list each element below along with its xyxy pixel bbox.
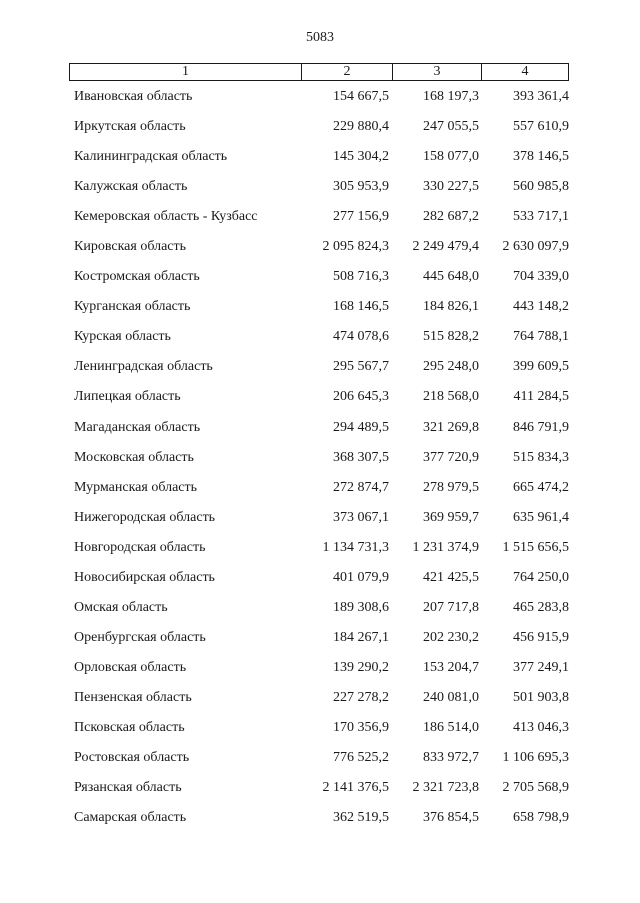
header-col-2: 2: [301, 64, 392, 80]
table-row: [0, 176, 640, 206]
value-col-2-cell: 2 095 824,3: [322, 239, 389, 255]
value-col-3-cell: 321 269,8: [423, 419, 479, 435]
table-header: [69, 63, 569, 81]
value-col-4-cell: 665 474,2: [513, 479, 569, 495]
value-col-3-cell: 2 321 723,8: [412, 780, 479, 796]
table-row: [0, 567, 640, 597]
value-col-2-cell: 373 067,1: [333, 509, 389, 525]
region-name-cell: Орловская область: [74, 659, 187, 675]
region-name-cell: Новосибирская область: [74, 569, 215, 585]
value-col-3-cell: 445 648,0: [423, 269, 479, 285]
value-col-4-cell: 515 834,3: [513, 449, 569, 465]
table-row: [0, 477, 640, 507]
value-col-2-cell: 508 716,3: [333, 269, 389, 285]
value-col-4-cell: 377 249,1: [513, 659, 569, 675]
value-col-2-cell: 305 953,9: [333, 179, 389, 195]
value-col-3-cell: 278 979,5: [423, 479, 479, 495]
value-col-2-cell: 277 156,9: [333, 209, 389, 225]
value-col-4-cell: 560 985,8: [513, 179, 569, 195]
value-col-2-cell: 139 290,2: [333, 659, 389, 675]
value-col-2-cell: 189 308,6: [333, 599, 389, 615]
value-col-3-cell: 158 077,0: [423, 149, 479, 165]
region-name-cell: Калужская область: [74, 179, 188, 195]
value-col-3-cell: 377 720,9: [423, 449, 479, 465]
table-row: [0, 447, 640, 477]
region-name-cell: Омская область: [74, 599, 168, 615]
header-col-4: 4: [481, 64, 568, 80]
value-col-4-cell: 1 515 656,5: [502, 539, 569, 555]
region-name-cell: Ленинградская область: [74, 359, 213, 375]
region-name-cell: Калининградская область: [74, 149, 228, 165]
table-row: [0, 627, 640, 657]
table-row: [0, 326, 640, 356]
value-col-2-cell: 295 567,7: [333, 359, 389, 375]
region-name-cell: Кировская область: [74, 239, 187, 255]
value-col-4-cell: 443 148,2: [513, 299, 569, 315]
header-col-1: 1: [182, 64, 189, 79]
value-col-3-cell: 207 717,8: [423, 599, 479, 615]
value-col-2-cell: 2 141 376,5: [322, 780, 389, 796]
page-number: 5083: [306, 30, 334, 45]
value-col-3-cell: 282 687,2: [423, 209, 479, 225]
value-col-3-cell: 202 230,2: [423, 629, 479, 645]
value-col-2-cell: 227 278,2: [333, 689, 389, 705]
table-row: [0, 296, 640, 326]
value-col-2-cell: 168 146,5: [333, 299, 389, 315]
value-col-4-cell: 378 146,5: [513, 149, 569, 165]
table-body: [0, 86, 640, 837]
value-col-3-cell: 369 959,7: [423, 509, 479, 525]
region-name-cell: Магаданская область: [74, 419, 201, 435]
value-col-4-cell: 764 788,1: [513, 329, 569, 345]
value-col-4-cell: 658 798,9: [513, 810, 569, 826]
value-col-2-cell: 229 880,4: [333, 119, 389, 135]
table-row: [0, 777, 640, 807]
value-col-4-cell: 456 915,9: [513, 629, 569, 645]
table-row: [0, 236, 640, 266]
value-col-3-cell: 295 248,0: [423, 359, 479, 375]
table-row: [0, 356, 640, 386]
value-col-4-cell: 399 609,5: [513, 359, 569, 375]
region-name-cell: Псковская область: [74, 719, 185, 735]
value-col-4-cell: 2 705 568,9: [502, 780, 569, 796]
value-col-4-cell: 635 961,4: [513, 509, 569, 525]
value-col-4-cell: 411 284,5: [513, 389, 569, 405]
value-col-2-cell: 154 667,5: [333, 89, 389, 104]
value-col-2-cell: 145 304,2: [333, 149, 389, 165]
value-col-3-cell: 376 854,5: [423, 810, 479, 826]
region-name-cell: Нижегородская область: [74, 509, 216, 525]
region-name-cell: Ивановская область: [74, 89, 193, 104]
region-name-cell: Московская область: [74, 449, 194, 465]
value-col-3-cell: 218 568,0: [423, 389, 479, 405]
table-row: [0, 687, 640, 717]
value-col-3-cell: 2 249 479,4: [412, 239, 479, 255]
value-col-4-cell: 393 361,4: [513, 89, 569, 104]
table-row: [0, 146, 640, 176]
region-name-cell: Костромская область: [74, 269, 200, 285]
value-col-3-cell: 247 055,5: [423, 119, 479, 135]
value-col-3-cell: 168 197,3: [423, 89, 479, 104]
region-name-cell: Самарская область: [74, 810, 187, 826]
value-col-2-cell: 294 489,5: [333, 419, 389, 435]
table-row: [0, 717, 640, 747]
value-col-2-cell: 1 134 731,3: [322, 539, 389, 555]
region-name-cell: Липецкая область: [74, 389, 181, 405]
region-name-cell: Курганская область: [74, 299, 191, 315]
value-col-2-cell: 272 874,7: [333, 479, 389, 495]
value-col-3-cell: 153 204,7: [423, 659, 479, 675]
value-col-4-cell: 557 610,9: [513, 119, 569, 135]
table-row: [0, 507, 640, 537]
table-row: [0, 386, 640, 416]
value-col-4-cell: 1 106 695,3: [502, 750, 569, 766]
table-row: [0, 417, 640, 447]
table-row: [0, 747, 640, 777]
value-col-2-cell: 776 525,2: [333, 750, 389, 766]
table-row: [0, 537, 640, 567]
region-name-cell: Курская область: [74, 329, 171, 345]
value-col-2-cell: 362 519,5: [333, 810, 389, 826]
value-col-4-cell: 413 046,3: [513, 719, 569, 735]
value-col-3-cell: 1 231 374,9: [412, 539, 479, 555]
value-col-4-cell: 2 630 097,9: [502, 239, 569, 255]
region-name-cell: Рязанская область: [74, 780, 182, 796]
value-col-2-cell: 170 356,9: [333, 719, 389, 735]
table-row: [0, 86, 640, 116]
value-col-3-cell: 421 425,5: [423, 569, 479, 585]
value-col-3-cell: 833 972,7: [423, 750, 479, 766]
value-col-3-cell: 330 227,5: [423, 179, 479, 195]
header-col-3: 3: [392, 64, 481, 80]
value-col-4-cell: 501 903,8: [513, 689, 569, 705]
value-col-4-cell: 465 283,8: [513, 599, 569, 615]
region-name-cell: Ростовская область: [74, 750, 190, 766]
value-col-3-cell: 186 514,0: [423, 719, 479, 735]
table-row: [0, 657, 640, 687]
region-name-cell: Иркутская область: [74, 119, 186, 135]
value-col-2-cell: 368 307,5: [333, 449, 389, 465]
table-row: [0, 206, 640, 236]
region-name-cell: Мурманская область: [74, 479, 198, 495]
value-col-2-cell: 206 645,3: [333, 389, 389, 405]
region-name-cell: Кемеровская область - Кузбасс: [74, 209, 258, 225]
table-row: [0, 597, 640, 627]
region-name-cell: Пензенская область: [74, 689, 192, 705]
table-row: [0, 807, 640, 837]
value-col-4-cell: 764 250,0: [513, 569, 569, 585]
table-row: [0, 116, 640, 146]
value-col-2-cell: 474 078,6: [333, 329, 389, 345]
value-col-4-cell: 846 791,9: [513, 419, 569, 435]
value-col-2-cell: 184 267,1: [333, 629, 389, 645]
value-col-3-cell: 515 828,2: [423, 329, 479, 345]
value-col-2-cell: 401 079,9: [333, 569, 389, 585]
value-col-3-cell: 240 081,0: [423, 689, 479, 705]
value-col-4-cell: 704 339,0: [513, 269, 569, 285]
value-col-3-cell: 184 826,1: [423, 299, 479, 315]
table-row: [0, 266, 640, 296]
value-col-4-cell: 533 717,1: [513, 209, 569, 225]
region-name-cell: Оренбургская область: [74, 629, 206, 645]
region-name-cell: Новгородская область: [74, 539, 206, 555]
